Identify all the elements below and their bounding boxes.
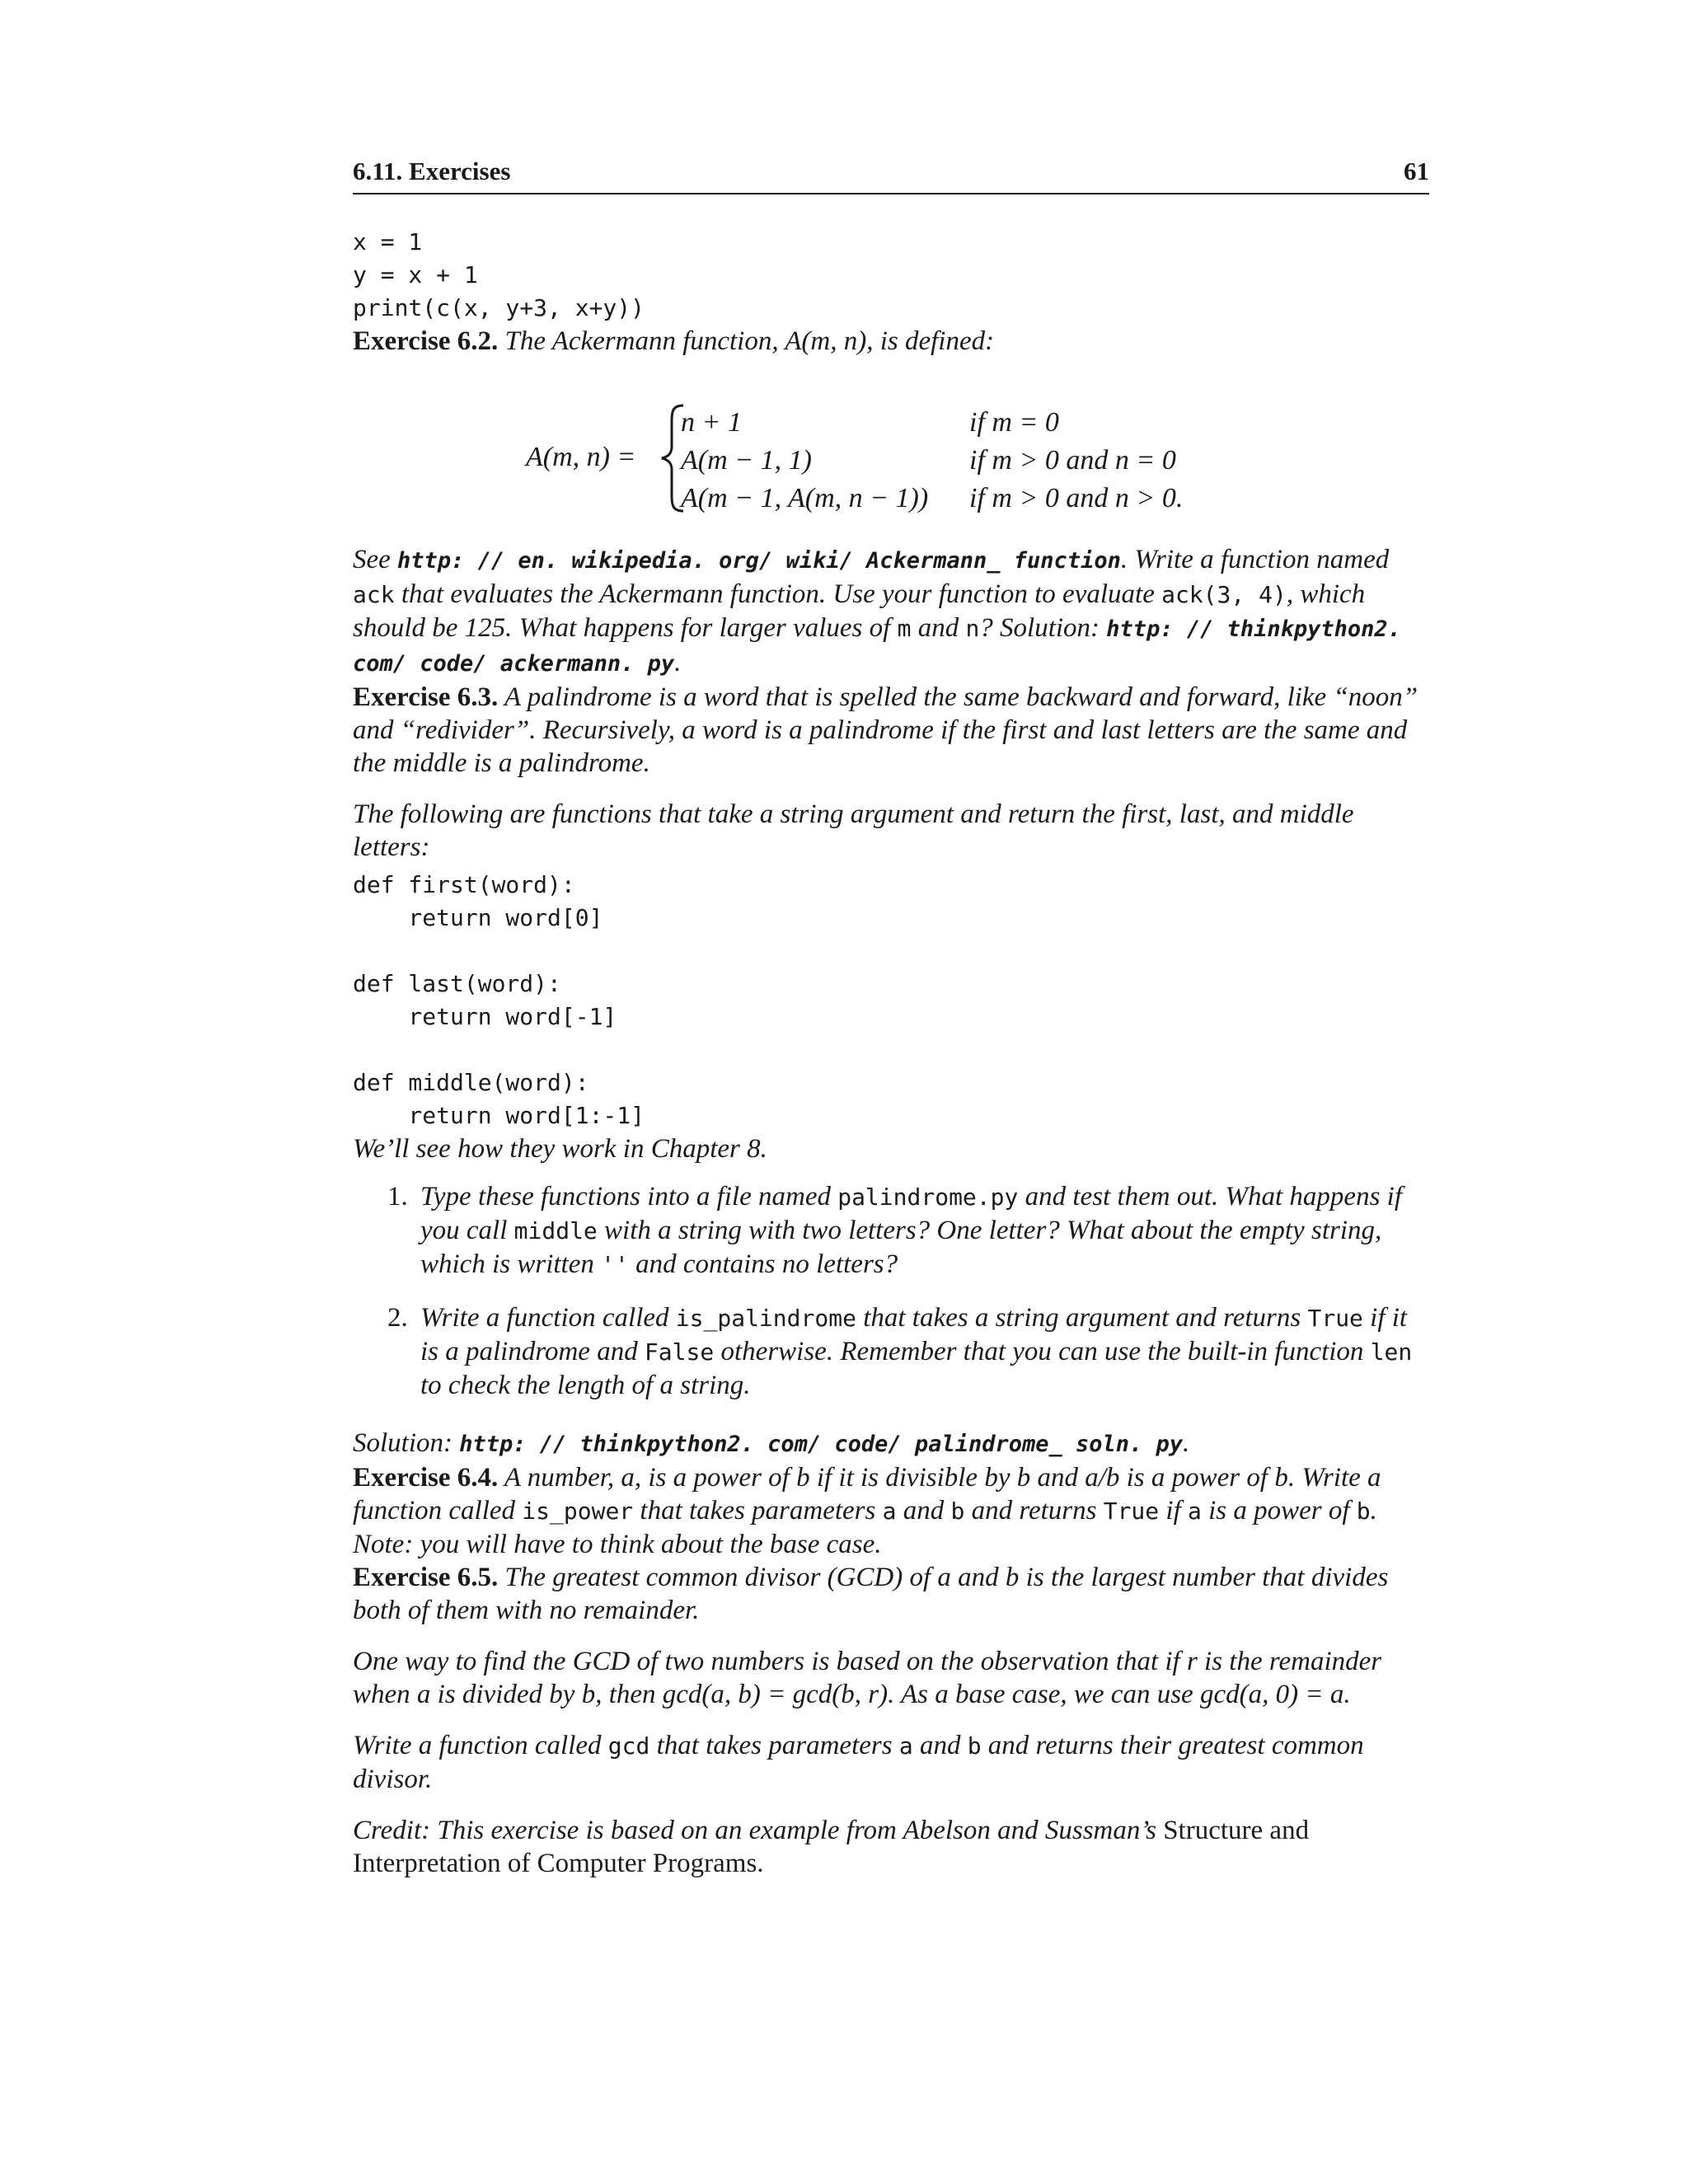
exercise-label: Exercise 6.3.: [353, 682, 499, 712]
code-b: b: [950, 1497, 965, 1525]
case-row: [681, 480, 1183, 518]
code-block-palindrome: def first(word): return word[0] def last(word): return word[-1] def middle(word): return word[1:-1]: [353, 871, 645, 1129]
exercise-text: The greatest common divisor (GCD) of a and b is the largest number that divides both of them with no remainder.: [353, 1563, 1389, 1625]
case-cond: if m = 0: [969, 407, 1059, 438]
code-ack: ack: [353, 581, 395, 608]
text-span: Write a function called: [353, 1731, 602, 1760]
text-span: with a string with two letters? One letter? What about the empty string, which is written: [420, 1216, 1382, 1279]
text-span: if: [1165, 1496, 1181, 1526]
text-span: See: [353, 545, 391, 574]
exercise-6-2-intro: [353, 325, 1429, 358]
gcd-explanation: One way to find the GCD of two numbers is based on the observation that if r is the remainder when a is divided by b, then gcd(a, b) = gcd(b, r). As a base case, we can use gcd(a, 0) = a.: [353, 1647, 1382, 1709]
text-span: to check the length of a string.: [420, 1371, 751, 1400]
text-span: and: [903, 1496, 945, 1526]
code-block-top: x = 1 y = x + 1 print(c(x, y+3, x+y)): [353, 228, 645, 321]
code-empty-string: '': [601, 1251, 629, 1278]
text-span: Type these functions into a file named: [420, 1182, 831, 1212]
code-false: False: [644, 1338, 715, 1366]
code-len: len: [1370, 1338, 1413, 1366]
code-b: b: [967, 1732, 982, 1760]
cases: [681, 404, 1183, 518]
text-span: .: [1183, 1428, 1190, 1458]
exercise-label: Exercise 6.2.: [353, 326, 499, 356]
case-expr: A(m − 1, 1): [681, 445, 812, 476]
code-a: a: [1188, 1497, 1202, 1525]
exercise-6-5: [353, 1561, 1429, 1627]
code-ack-call: ack(3, 4): [1161, 581, 1287, 608]
text-span: and test them out. What happens if you call: [420, 1182, 1403, 1245]
case-expr: A(m − 1, A(m, n − 1)): [681, 483, 929, 513]
text-span: Solution:: [353, 1428, 452, 1458]
book-title: Structure and Interpretation of Computer Programs: [353, 1816, 1310, 1878]
text-span: that evaluates the Ackermann function. Use your function to evaluate: [401, 579, 1155, 609]
code-gcd: gcd: [607, 1732, 650, 1760]
exercise-list: [353, 1180, 1429, 1402]
text-span: , which should be 125. What happens for larger values of: [353, 579, 1366, 643]
text-span: is a power of: [1208, 1496, 1350, 1526]
exercise-6-2-body: [353, 543, 1429, 681]
wikipedia-link[interactable]: http: // en. wikipedia. org/ wiki/ Ackermann_ function: [397, 548, 1121, 574]
text-span: . Write a function named: [1120, 545, 1390, 574]
gcd-task: [353, 1729, 1429, 1796]
list-number: 2.: [387, 1303, 408, 1333]
case-cond: if m > 0 and n > 0.: [969, 483, 1184, 513]
exercise-6-4: [353, 1461, 1429, 1561]
code-a: a: [882, 1497, 897, 1525]
text-span: Credit: This exercise is based on an example from Abelson and Sussman’s: [353, 1816, 1156, 1845]
text-span: and contains no letters?: [635, 1249, 898, 1279]
text-span: Write a function called: [420, 1303, 669, 1333]
text-span: that takes parameters: [640, 1496, 876, 1526]
page-number: 61: [1404, 157, 1429, 185]
text-span: otherwise. Remember that you can use the built-in function: [720, 1337, 1364, 1366]
credit-note: [353, 1814, 1429, 1880]
palindrome-solution-link[interactable]: http: // thinkpython2. com/ code/ palindrome_ soln. py: [459, 1432, 1184, 1457]
running-head: [353, 157, 1429, 194]
code-is-power: is_power: [522, 1497, 634, 1525]
equation-lhs: A(m, n) =: [526, 442, 636, 472]
text-span: . Note: you will have to think about the base case.: [353, 1496, 1377, 1559]
text-span: and: [917, 613, 959, 643]
code-true: True: [1307, 1305, 1363, 1332]
exercise-label: Exercise 6.5.: [353, 1563, 499, 1592]
text-span: .: [674, 648, 682, 677]
code-b: b: [1356, 1497, 1371, 1525]
text-span: that takes parameters: [656, 1731, 893, 1760]
case-row: [681, 404, 1183, 442]
code-filename: palindrome.py: [837, 1183, 1019, 1211]
list-number: 1.: [387, 1182, 408, 1212]
page-content: [353, 226, 1429, 1880]
exercise-6-3: [353, 681, 1429, 780]
book-page: [353, 157, 1429, 1880]
code-m: m: [897, 615, 912, 642]
case-cond: if m > 0 and n = 0: [969, 445, 1176, 476]
case-row: [681, 442, 1183, 480]
code-is-palindrome: is_palindrome: [675, 1305, 856, 1332]
text-span: and returns their greatest common divisor.: [353, 1731, 1364, 1794]
exercise-label: Exercise 6.4.: [353, 1463, 499, 1493]
text-span: and: [919, 1731, 961, 1760]
text-span: if it is a palindrome and: [420, 1303, 1408, 1366]
text-span: and returns: [971, 1496, 1097, 1526]
text-span: ? Solution:: [979, 613, 1100, 643]
list-item: [353, 1301, 1429, 1402]
code-middle: middle: [513, 1217, 598, 1244]
text-span: that takes a string argument and returns: [863, 1303, 1301, 1333]
code-true: True: [1103, 1497, 1160, 1525]
text-span: .: [757, 1849, 764, 1878]
ackermann-solution-link[interactable]: http: // thinkpython2. com/ code/ ackermann. py: [353, 616, 1401, 677]
case-expr: n + 1: [681, 407, 742, 438]
section-title: 6.11. Exercises: [353, 157, 511, 185]
exercise-text: The Ackermann function, A(m, n), is defined:: [504, 326, 995, 356]
text-span: A number, a, is a power of b if it is divisible by b and a/b is a power of b. Write a function called: [353, 1463, 1381, 1526]
palindrome-solution: [353, 1427, 1429, 1461]
ackermann-definition: [353, 404, 1429, 523]
code-a: a: [898, 1732, 913, 1760]
list-item: [353, 1180, 1429, 1282]
chapter-note: We’ll see how they work in Chapter 8.: [353, 1134, 767, 1164]
following-text: The following are functions that take a string argument and return the first, last, and middle letters:: [353, 799, 1354, 862]
code-n: n: [965, 615, 980, 642]
exercise-text: A palindrome is a word that is spelled the same backward and forward, like “noon” and “redivider”. Recursively, a word is a palindrome if the first and last letters are the same and the middle is a palindrome.: [353, 682, 1418, 778]
